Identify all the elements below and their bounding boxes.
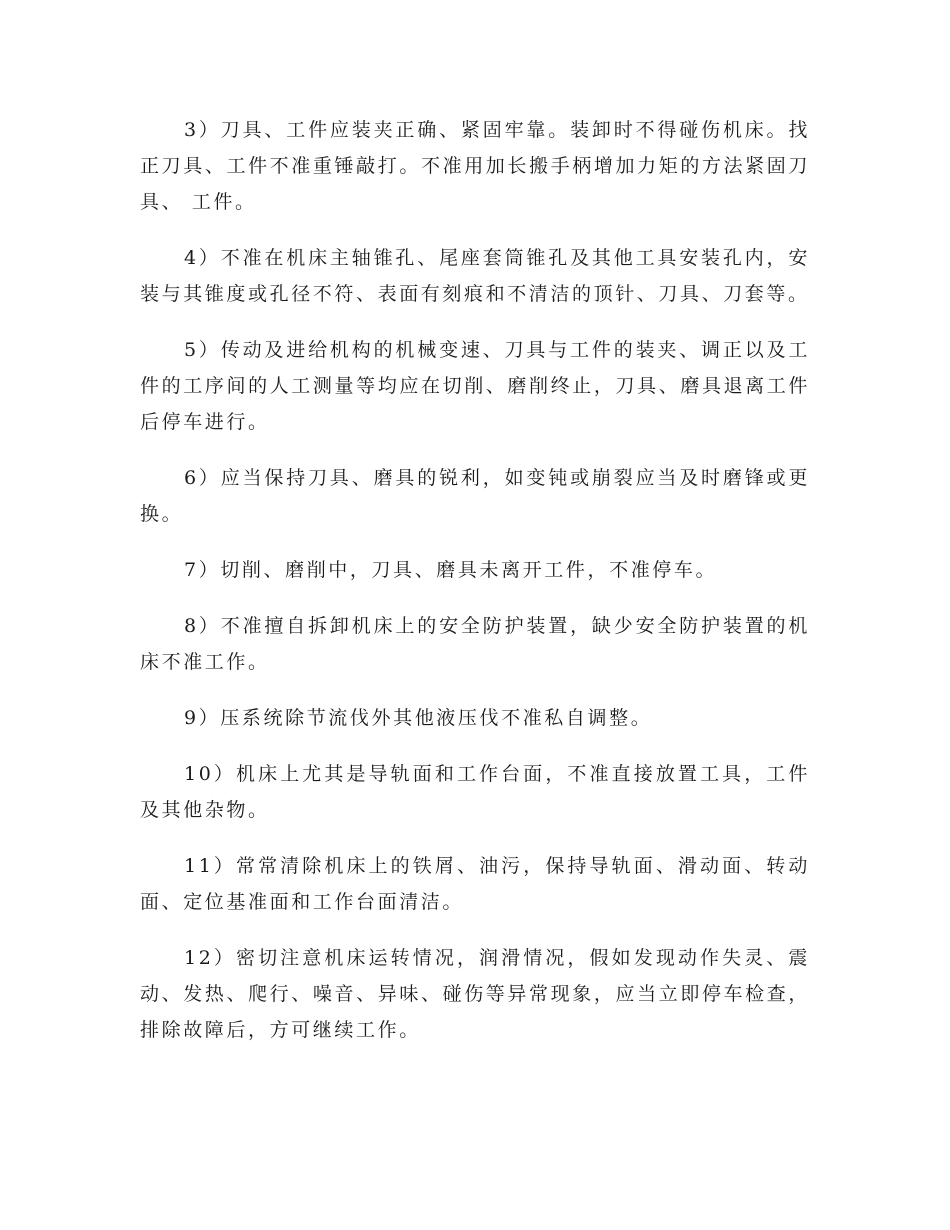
paragraph-3: 3）刀具、工件应装夹正确、紧固牢靠。装卸时不得碰伤机床。找正刀具、工件不准重锤敲打。不准用加长搬手柄增加力矩的方法紧固刀具、 工件。 (140, 119, 810, 213)
paragraph-6: 6）应当保持刀具、磨具的锐利，如变钝或崩裂应当及时磨锋或更换。 (140, 467, 810, 525)
paragraph-4: 4）不准在机床主轴锥孔、尾座套筒锥孔及其他工具安装孔内，安装与其锥度或孔径不符、表面有刻痕和不清洁的顶针、刀具、刀套等。 (140, 247, 810, 305)
paragraph-12: 12）密切注意机床运转情况，润滑情况，假如发现动作失灵、震动、发热、爬行、噪音、异味、碰伤等异常现象，应当立即停车检查，排除故障后，方可继续工作。 (140, 947, 810, 1041)
paragraph-7: 7）切削、磨削中，刀具、磨具未离开工件，不准停车。 (184, 559, 718, 581)
paragraph-5: 5）传动及进给机构的机械变速、刀具与工件的装夹、调正以及工件的工序间的人工测量等均应在切削、磨削终止，刀具、磨具退离工件后停车进行。 (140, 339, 810, 433)
paragraph-11: 11）常常清除机床上的铁屑、油污，保持导轨面、滑动面、转动面、定位基准面和工作台面清洁。 (140, 855, 810, 913)
document-body (140, 112, 810, 1068)
paragraph-8: 8）不准擅自拆卸机床上的安全防护装置，缺少安全防护装置的机床不准工作。 (140, 615, 810, 673)
paragraph-10: 10）机床上尤其是导轨面和工作台面，不准直接放置工具，工件及其他杂物。 (140, 763, 810, 821)
paragraph-9: 9）压系统除节流伐外其他液压伐不准私自调整。 (184, 707, 653, 729)
